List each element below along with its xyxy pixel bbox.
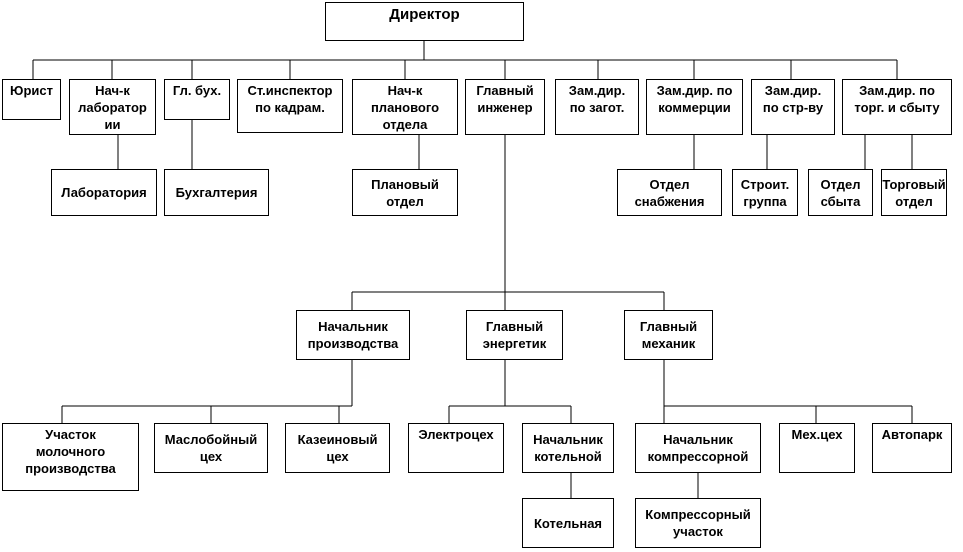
trade-dept-box: Торговый отдел <box>881 169 947 216</box>
accounting-box: Бухгалтерия <box>164 169 269 216</box>
sales-dept-box: Отдел сбыта <box>808 169 873 216</box>
lab-head-box: Нач-к лаборатор ии <box>69 79 156 135</box>
deputy-sales-box: Зам.дир. по торг. и сбыту <box>842 79 952 135</box>
casein-shop-box: Казеиновый цех <box>285 423 390 473</box>
electrical-shop-box: Электроцех <box>408 423 504 473</box>
butter-shop-box: Маслобойный цех <box>154 423 268 473</box>
production-head-box: Начальник производства <box>296 310 410 360</box>
boiler-head-box: Начальник котельной <box>522 423 614 473</box>
compressor-section-box: Компрессорный участок <box>635 498 761 548</box>
chief-mechanic-box: Главный механик <box>624 310 713 360</box>
construction-group-box: Строит. группа <box>732 169 798 216</box>
lawyer-box: Юрист <box>2 79 61 120</box>
planning-dept-box: Плановый отдел <box>352 169 458 216</box>
dairy-section-box: Участок молочного производства <box>2 423 139 491</box>
compressor-head-box: Начальник компрессорной <box>635 423 761 473</box>
mech-shop-box: Мех.цех <box>779 423 855 473</box>
laboratory-box: Лаборатория <box>51 169 157 216</box>
supply-dept-box: Отдел снабжения <box>617 169 722 216</box>
planning-head-box: Нач-к планового отдела <box>352 79 458 135</box>
chief-engineer-box: Главный инженер <box>465 79 545 135</box>
chief-accountant-box: Гл. бух. <box>164 79 230 120</box>
motor-depot-box: Автопарк <box>872 423 952 473</box>
boiler-house-box: Котельная <box>522 498 614 548</box>
deputy-construction-box: Зам.дир. по стр-ву <box>751 79 835 135</box>
deputy-commerce-box: Зам.дир. по коммерции <box>646 79 743 135</box>
hr-inspector-box: Ст.инспектор по кадрам. <box>237 79 343 133</box>
chief-power-engineer-box: Главный энергетик <box>466 310 563 360</box>
director-box: Директор <box>325 2 524 41</box>
deputy-procurement-box: Зам.дир. по загот. <box>555 79 639 135</box>
